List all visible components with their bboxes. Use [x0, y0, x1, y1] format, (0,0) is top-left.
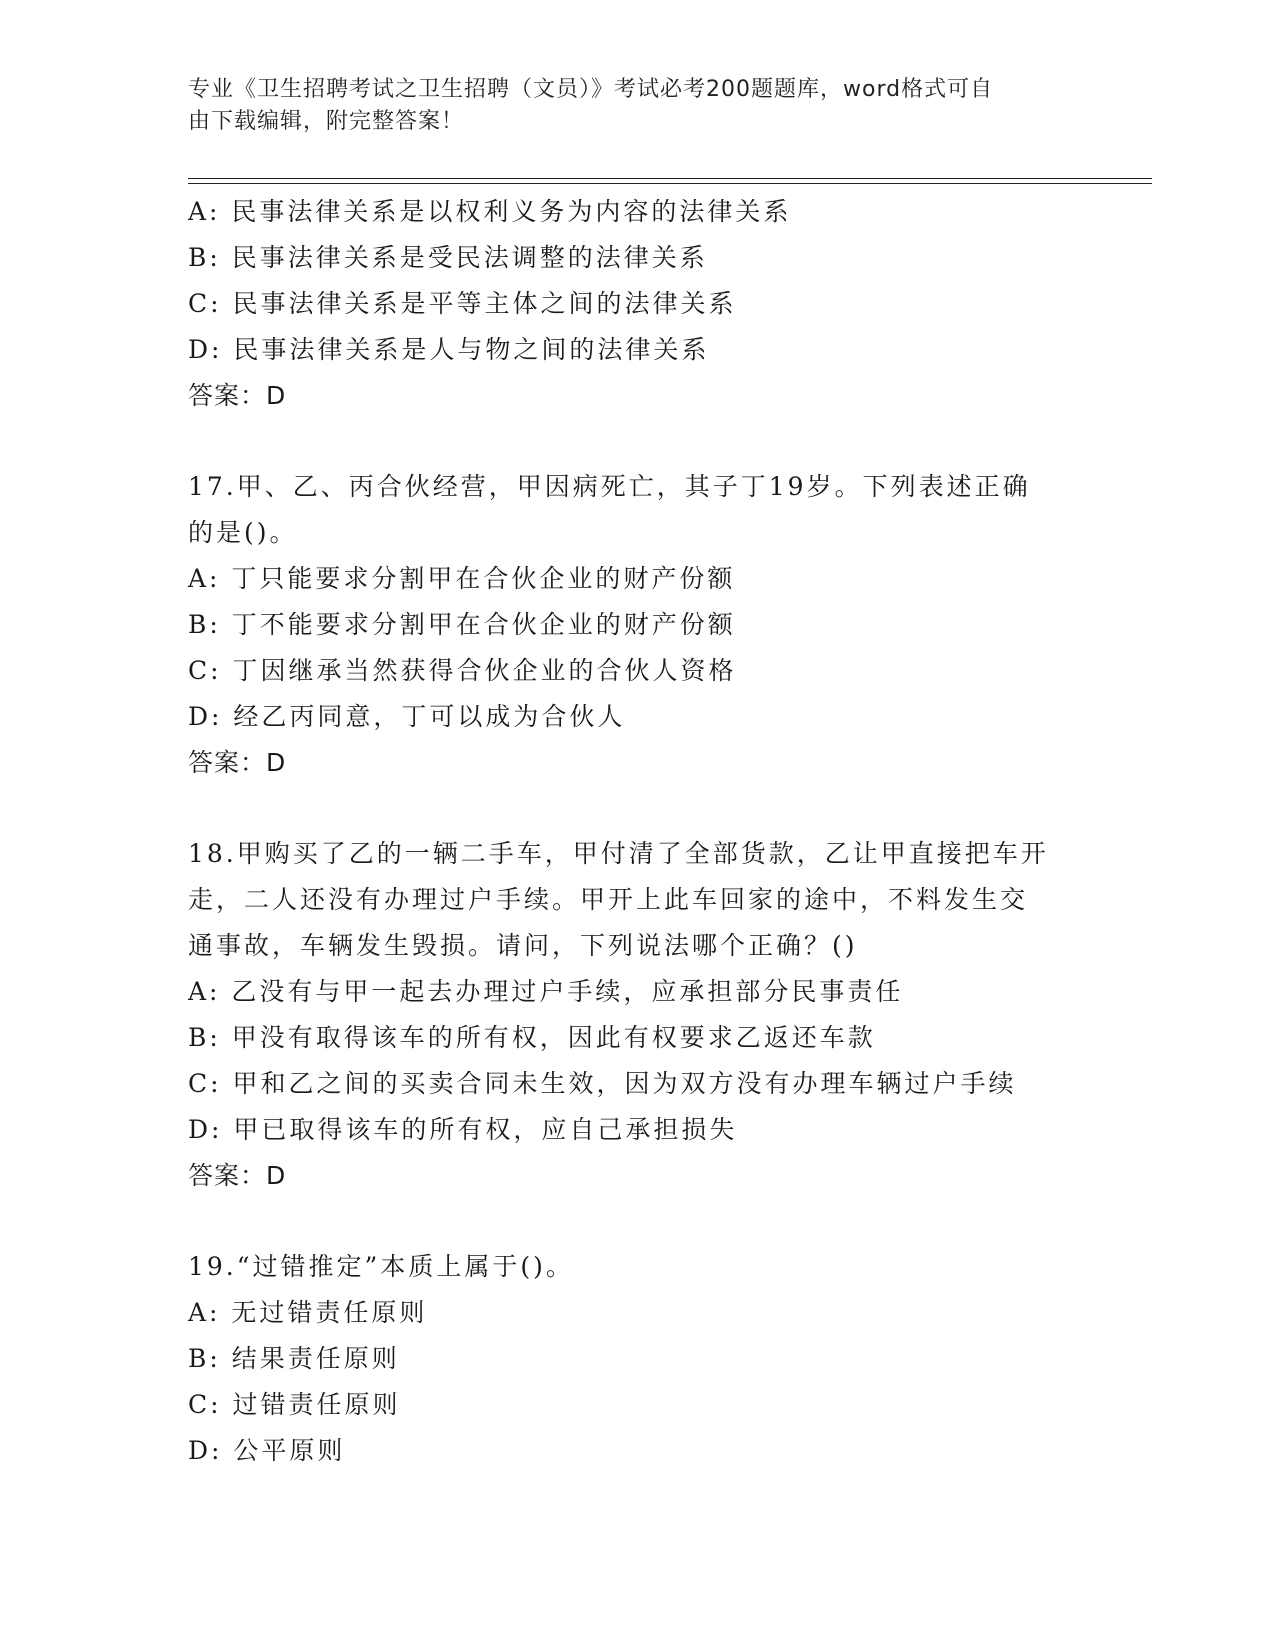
option-b: B: 丁不能要求分割甲在合伙企业的财产份额	[188, 610, 736, 639]
question-stem-line: 通事故，车辆发生毁损。请问，下列说法哪个正确？()	[188, 931, 858, 960]
header-divider-top	[188, 178, 1152, 179]
option-a: A: 民事法律关系是以权利义务为内容的法律关系	[188, 197, 792, 226]
document-header	[188, 74, 1088, 138]
document-body	[188, 189, 1088, 1474]
question-stem-line: 19.“过错推定”本质上属于()。	[188, 1252, 574, 1281]
option-c: C: 甲和乙之间的买卖合同未生效，因为双方没有办理车辆过户手续	[188, 1069, 1017, 1098]
option-d: D: 民事法律关系是人与物之间的法律关系	[188, 335, 710, 364]
option-b: B: 民事法律关系是受民法调整的法律关系	[188, 243, 708, 272]
question-17	[188, 464, 1088, 786]
header-divider-bottom	[188, 183, 1152, 184]
answer: 答案：D	[188, 748, 287, 777]
option-d: D: 甲已取得该车的所有权，应自己承担损失	[188, 1115, 738, 1144]
header-line-2: 由下载编辑，附完整答案！	[188, 109, 465, 134]
option-d: D: 经乙丙同意，丁可以成为合伙人	[188, 702, 626, 731]
header-line-1: 专业《卫生招聘考试之卫生招聘（文员）》考试必考200题题库，word格式可自	[188, 77, 994, 102]
option-b: B: 甲没有取得该车的所有权，因此有权要求乙返还车款	[188, 1023, 876, 1052]
answer: 答案：D	[188, 381, 287, 410]
option-c: C: 丁因继承当然获得合伙企业的合伙人资格	[188, 656, 737, 685]
option-a: A: 丁只能要求分割甲在合伙企业的财产份额	[188, 564, 736, 593]
option-a: A: 无过错责任原则	[188, 1298, 428, 1327]
answer: 答案：D	[188, 1161, 287, 1190]
question-stem-line: 的是()。	[188, 518, 298, 547]
question-16	[188, 189, 1088, 419]
question-stem-line: 走，二人还没有办理过户手续。甲开上此车回家的途中，不料发生交	[188, 885, 1029, 914]
option-b: B: 结果责任原则	[188, 1344, 400, 1373]
option-c: C: 过错责任原则	[188, 1390, 401, 1419]
option-d: D: 公平原则	[188, 1436, 346, 1465]
question-stem-line: 17.甲、乙、丙合伙经营，甲因病死亡，其子丁19岁。下列表述正确	[188, 472, 1031, 501]
question-18	[188, 831, 1088, 1199]
question-stem-line: 18.甲购买了乙的一辆二手车，甲付清了全部货款，乙让甲直接把车开	[188, 839, 1049, 868]
option-c: C: 民事法律关系是平等主体之间的法律关系	[188, 289, 737, 318]
question-19	[188, 1244, 1088, 1474]
option-a: A: 乙没有与甲一起去办理过户手续，应承担部分民事责任	[188, 977, 904, 1006]
